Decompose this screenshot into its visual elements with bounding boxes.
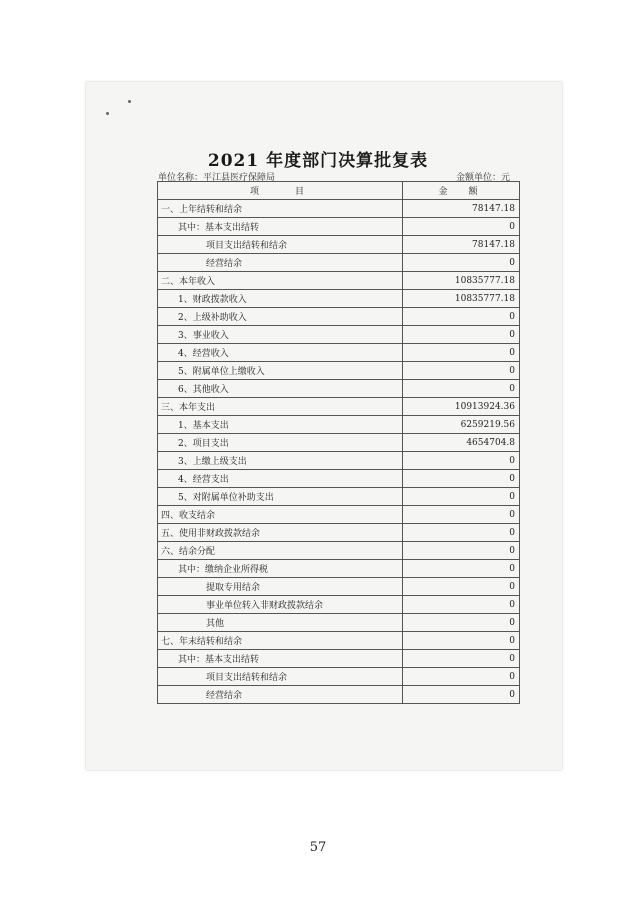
row-label: 一、上年结转和结余: [158, 200, 403, 218]
row-label: 经营结余: [158, 686, 403, 704]
row-amount: 0: [403, 578, 520, 596]
row-label: 1、基本支出: [158, 416, 403, 434]
row-amount: 10835777.18: [403, 272, 520, 290]
table-row: [158, 290, 520, 308]
row-label: 2、上级补助收入: [158, 308, 403, 326]
row-amount: 0: [403, 362, 520, 380]
table-header-row: [158, 182, 520, 200]
row-label: 其中：基本支出结转: [158, 650, 403, 668]
table-row: [158, 308, 520, 326]
table-row: [158, 434, 520, 452]
row-label: 2、项目支出: [158, 434, 403, 452]
row-label: 三、本年支出: [158, 398, 403, 416]
row-amount: 10913924.36: [403, 398, 520, 416]
table-row: [158, 470, 520, 488]
row-amount: 0: [403, 326, 520, 344]
scan-speck: [106, 112, 109, 115]
row-amount: 0: [403, 470, 520, 488]
row-label: 四、收支结余: [158, 506, 403, 524]
row-amount: 0: [403, 218, 520, 236]
row-amount: 0: [403, 668, 520, 686]
row-label: 五、使用非财政拨款结余: [158, 524, 403, 542]
table-row: [158, 488, 520, 506]
row-amount: 0: [403, 542, 520, 560]
row-label: 其他: [158, 614, 403, 632]
table-row: [158, 344, 520, 362]
table-row: [158, 632, 520, 650]
row-label: 提取专用结余: [158, 578, 403, 596]
row-amount: 0: [403, 686, 520, 704]
row-label: 3、事业收入: [158, 326, 403, 344]
table-row: [158, 416, 520, 434]
row-label: 七、年末结转和结余: [158, 632, 403, 650]
row-amount: 0: [403, 650, 520, 668]
row-amount: 0: [403, 614, 520, 632]
header-item: 项 目: [158, 182, 403, 200]
table-row: [158, 398, 520, 416]
table-row: [158, 452, 520, 470]
table-row: [158, 560, 520, 578]
table-row: [158, 506, 520, 524]
row-amount: 0: [403, 488, 520, 506]
row-amount: 78147.18: [403, 200, 520, 218]
table-row: [158, 578, 520, 596]
table-row: [158, 218, 520, 236]
row-amount: 0: [403, 344, 520, 362]
row-label: 6、其他收入: [158, 380, 403, 398]
row-label: 5、对附属单位补助支出: [158, 488, 403, 506]
table-row: [158, 596, 520, 614]
table-row: [158, 272, 520, 290]
row-label: 其中：基本支出结转: [158, 218, 403, 236]
table-row: [158, 650, 520, 668]
row-amount: 0: [403, 632, 520, 650]
row-amount: 6259219.56: [403, 416, 520, 434]
row-amount: 0: [403, 560, 520, 578]
table-row: [158, 362, 520, 380]
row-amount: 78147.18: [403, 236, 520, 254]
scan-speck: [128, 100, 131, 103]
table-row: [158, 542, 520, 560]
unit-name: 单位名称：平江县医疗保障局: [158, 173, 276, 183]
table-row: [158, 668, 520, 686]
row-amount: 0: [403, 506, 520, 524]
page-number: 57: [309, 840, 327, 855]
table-row: [158, 614, 520, 632]
budget-table: [157, 181, 520, 704]
header-amount: 金 额: [403, 182, 520, 200]
table-row: [158, 236, 520, 254]
row-label: 其中：缴纳企业所得税: [158, 560, 403, 578]
row-amount: 0: [403, 308, 520, 326]
page-title: 2021 年度部门决算批复表: [207, 151, 429, 171]
row-amount: 0: [403, 254, 520, 272]
table-row: [158, 686, 520, 704]
row-amount: 4654704.8: [403, 434, 520, 452]
row-label: 项目支出结转和结余: [158, 668, 403, 686]
currency-unit: 金额单位：元: [455, 173, 510, 183]
table-row: [158, 524, 520, 542]
row-label: 4、经营支出: [158, 470, 403, 488]
row-label: 3、上缴上级支出: [158, 452, 403, 470]
table-row: [158, 326, 520, 344]
table-row: [158, 380, 520, 398]
row-label: 二、本年收入: [158, 272, 403, 290]
row-label: 六、结余分配: [158, 542, 403, 560]
row-amount: 0: [403, 524, 520, 542]
row-amount: 0: [403, 380, 520, 398]
row-amount: 0: [403, 596, 520, 614]
row-label: 经营结余: [158, 254, 403, 272]
row-amount: 10835777.18: [403, 290, 520, 308]
table-row: [158, 254, 520, 272]
row-label: 4、经营收入: [158, 344, 403, 362]
table-row: [158, 200, 520, 218]
row-label: 事业单位转入非财政拨款结余: [158, 596, 403, 614]
row-amount: 0: [403, 452, 520, 470]
row-label: 项目支出结转和结余: [158, 236, 403, 254]
row-label: 1、财政拨款收入: [158, 290, 403, 308]
row-label: 5、附属单位上缴收入: [158, 362, 403, 380]
